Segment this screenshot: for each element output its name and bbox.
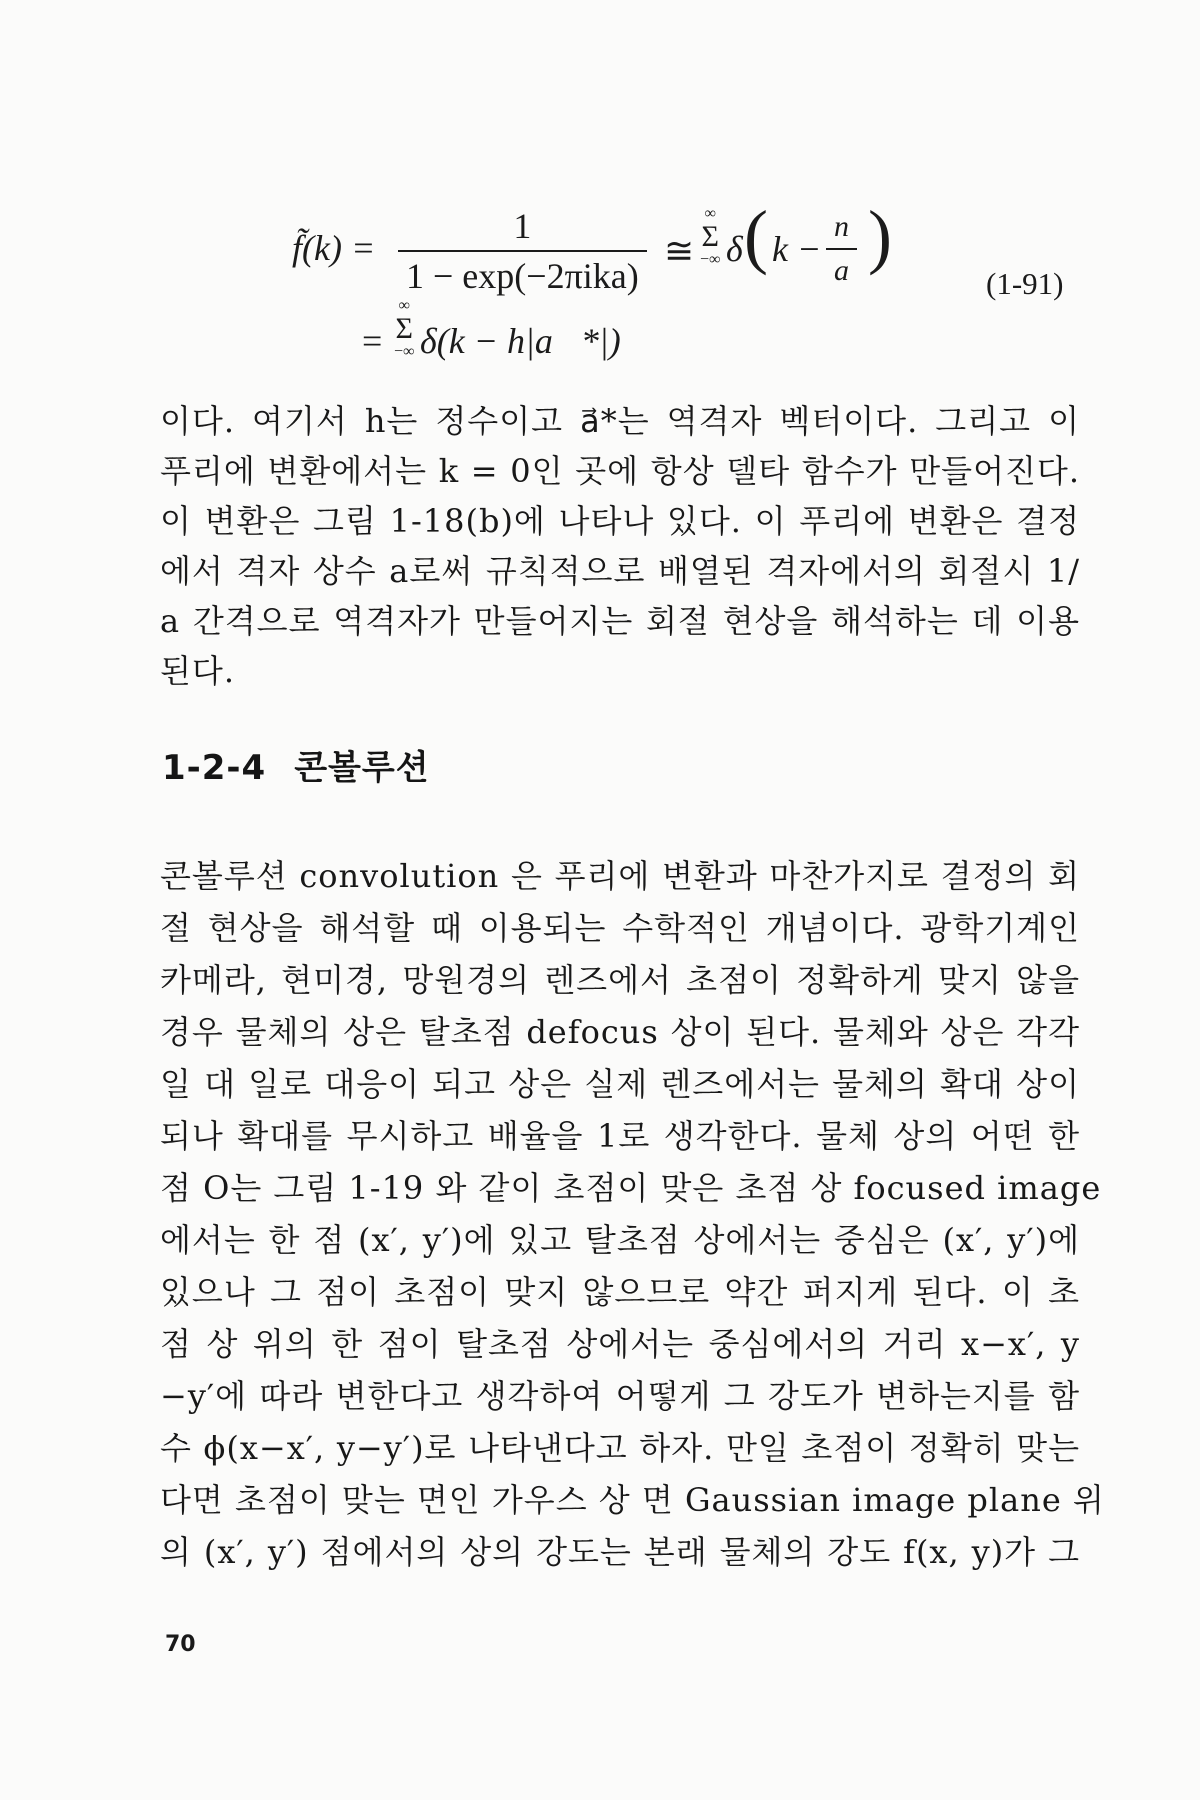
delta1-fraction xyxy=(826,212,857,286)
sum2-lower-limit: −∞ xyxy=(394,343,415,360)
section-title: 콘볼루션 xyxy=(294,748,430,788)
paragraph-line: 점 O는 그림 1-19 와 같이 초점이 맞은 초점 상 focused image xyxy=(160,1169,1102,1207)
paragraph-2 xyxy=(160,850,1105,1578)
sum2-symbol: Σ xyxy=(395,312,413,345)
left-paren-large: ( xyxy=(744,196,768,276)
paragraph-line: 푸리에 변환에서는 k = 0인 곳에 항상 델타 함수가 만들어진다. xyxy=(160,452,1080,490)
paragraph-line: 된다. xyxy=(160,652,235,690)
delta1-fraction-denominator: a xyxy=(834,254,849,287)
section-heading xyxy=(162,740,430,789)
delta2-expression: δ(k − h|a⃗*|) xyxy=(420,321,621,361)
approx-symbol: ≅ xyxy=(664,231,695,271)
paragraph-line: 에서는 한 점 (x′, y′)에 있고 탈초점 상에서는 중심은 (x′, y′)에 xyxy=(160,1221,1080,1259)
equation-block xyxy=(0,0,1200,380)
paragraph-line: −y′에 따라 변한다고 생각하여 어떻게 그 강도가 변하는지를 함 xyxy=(160,1377,1080,1415)
paragraph-line: 있으나 그 점이 초점이 맞지 않으므로 약간 퍼지게 된다. 이 초 xyxy=(160,1273,1080,1311)
equation-lhs: f̃(k) = xyxy=(292,228,376,268)
right-paren-large: ) xyxy=(868,196,892,276)
paragraph-line: a 간격으로 역격자가 만들어지는 회절 현상을 해석하는 데 이용 xyxy=(160,602,1080,640)
equation-number: (1-91) xyxy=(986,266,1064,301)
delta-symbol-1: δ xyxy=(726,229,743,269)
sum1-lower-limit: −∞ xyxy=(700,251,721,268)
paragraph-line: 에서 격자 상수 a로써 규칙적으로 배열된 격자에서의 회절시 1/ xyxy=(160,552,1080,590)
paragraph-line: 절 현상을 해석할 때 이용되는 수학적인 개념이다. 광학기계인 xyxy=(160,909,1080,947)
fraction-numerator: 1 xyxy=(513,206,532,246)
summation-1 xyxy=(700,206,720,268)
paragraph-line: 이다. 여기서 h는 정수이고 a⃗*는 역격자 벡터이다. 그리고 이 xyxy=(160,402,1080,440)
paragraph-line: 경우 물체의 상은 탈초점 defocus 상이 된다. 물체와 상은 각각 xyxy=(160,1013,1080,1051)
delta1-argument: k − xyxy=(772,229,822,269)
sum1-symbol: Σ xyxy=(701,220,719,253)
section-number: 1-2-4 xyxy=(162,748,267,788)
paragraph-line: 의 (x′, y′) 점에서의 상의 강도는 본래 물체의 강도 f(x, y)가 그 xyxy=(160,1533,1080,1571)
paragraph-line: 콘볼루션 convolution 은 푸리에 변환과 마찬가지로 결정의 회 xyxy=(160,857,1080,895)
paragraph-line: 되나 확대를 무시하고 배율을 1로 생각한다. 물체 상의 어떤 한 xyxy=(160,1117,1080,1155)
paragraph-line: 수 ϕ(x−x′, y−y′)로 나타낸다고 하자. 만일 초점이 정확히 맞는 xyxy=(160,1429,1080,1467)
sum1-upper-limit: ∞ xyxy=(704,205,716,222)
sum2-upper-limit: ∞ xyxy=(398,297,410,314)
paragraph-line: 카메라, 현미경, 망원경의 렌즈에서 초점이 정확하게 맞지 않을 xyxy=(160,961,1080,999)
fraction-denominator: 1 − exp(−2πika) xyxy=(406,256,639,296)
paragraph-1 xyxy=(160,396,1080,696)
paragraph-line: 이 변환은 그림 1-18(b)에 나타나 있다. 이 푸리에 변환은 결정 xyxy=(160,502,1080,540)
page-number: 70 xyxy=(165,1632,196,1657)
paragraph-line: 점 상 위의 한 점이 탈초점 상에서는 중심에서의 거리 x−x′, y xyxy=(160,1325,1080,1363)
paragraph-line: 다면 초점이 맞는 면인 가우스 상 면 Gaussian image plane 위 xyxy=(160,1481,1105,1519)
delta1-fraction-numerator: n xyxy=(834,210,849,243)
equation-fraction xyxy=(398,208,647,294)
equation-line2-equals: = xyxy=(362,321,383,361)
paragraph-line: 일 대 일로 대응이 되고 상은 실제 렌즈에서는 물체의 확대 상이 xyxy=(160,1065,1080,1103)
summation-2 xyxy=(394,298,414,360)
